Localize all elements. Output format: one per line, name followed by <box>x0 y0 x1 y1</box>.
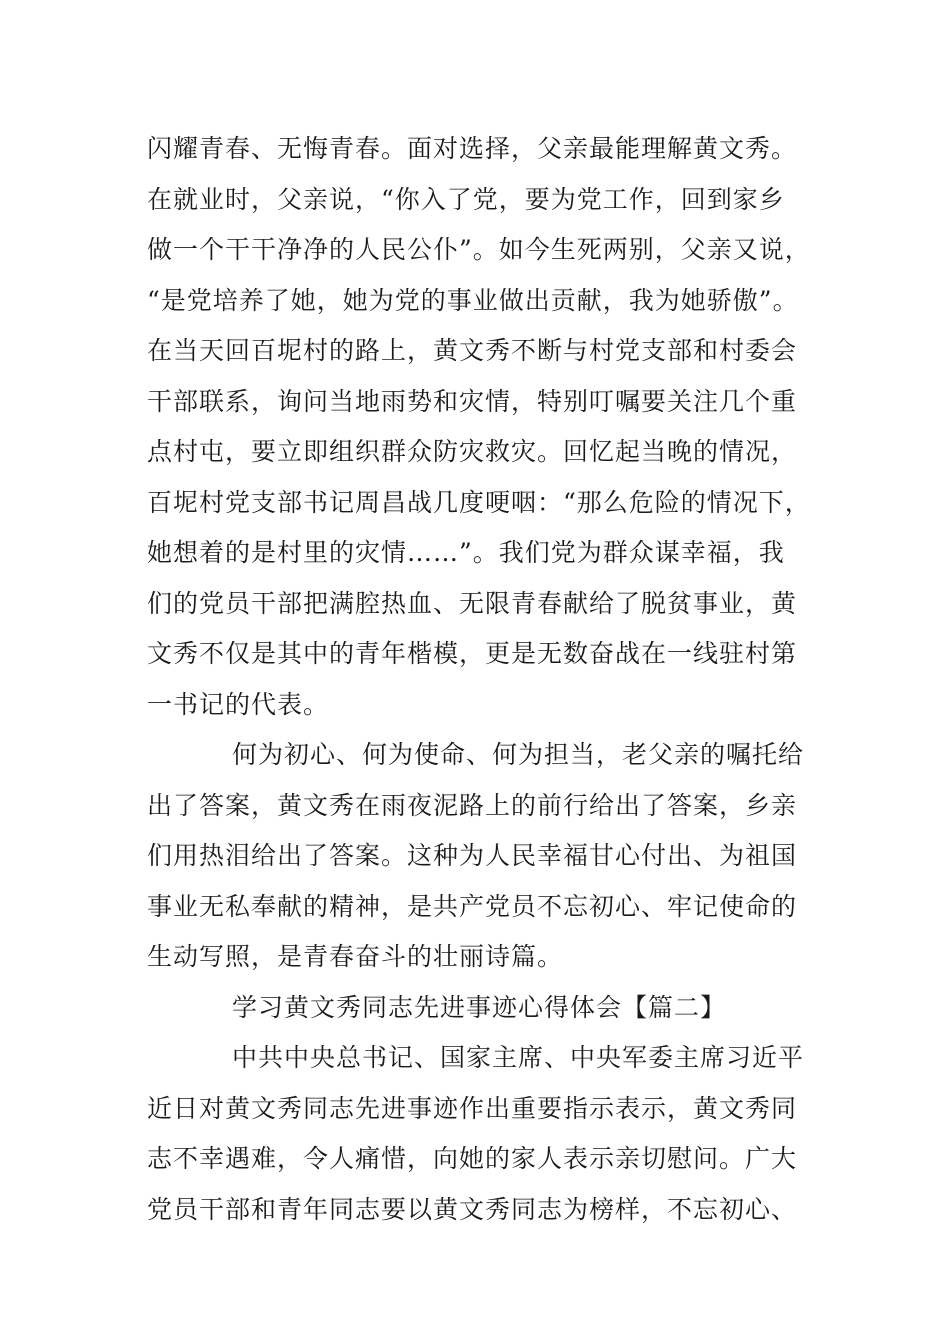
text-line: 干部联系，询问当地雨势和灾情，特别叮嘱要关注几个重 <box>147 386 798 416</box>
text-line: 在就业时，父亲说，“你入了党，要为党工作，回到家乡 <box>147 184 785 214</box>
text-line: 们的党员干部把满腔热血、无限青春献给了脱贫事业，黄 <box>147 588 798 618</box>
text-line: 志不幸遇难，令人痛惜，向她的家人表示亲切慰问。广大 <box>147 1144 798 1173</box>
text-line: 党员干部和青年同志要以黄文秀同志为榜样，不忘初心、 <box>147 1194 798 1224</box>
text-line: 近日对黄文秀同志先进事迹作出重要指示表示，黄文秀同 <box>147 1093 798 1123</box>
text-line: 事业无私奉献的精神，是共产党员不忘初心、牢记使命的 <box>147 891 798 921</box>
section-heading: 学习黄文秀同志先进事迹心得体会【篇二】 <box>232 992 727 1022</box>
document-body <box>147 124 811 1235</box>
text-line: 何为初心、何为使命、何为担当，老父亲的嘱托给 <box>232 740 805 769</box>
text-line: 点村屯，要立即组织群众防灾救灾。回忆起当晚的情况， <box>147 437 798 466</box>
text-line: 生动写照，是青春奋斗的壮丽诗篇。 <box>147 942 564 971</box>
text-line: 她想着的是村里的灾情……”。我们党为群众谋幸福，我 <box>147 538 785 567</box>
text-line: 文秀不仅是其中的青年楷模，更是无数奋战在一线驻村第 <box>147 639 798 668</box>
paragraph-3 <box>147 1033 807 1235</box>
text-line: 们用热泪给出了答案。这种为人民幸福甘心付出、为祖国 <box>147 841 798 870</box>
text-line: 一书记的代表。 <box>147 689 330 719</box>
text-line: 中共中央总书记、国家主席、中央军委主席习近平 <box>232 1043 805 1072</box>
paragraph-2 <box>147 730 807 983</box>
text-line: 出了答案，黄文秀在雨夜泥路上的前行给出了答案，乡亲 <box>147 790 798 820</box>
text-line: 百坭村党支部书记周昌战几度哽咽：“那么危险的情况下， <box>147 487 811 517</box>
paragraph-1 <box>147 124 811 730</box>
text-line: 闪耀青春、无悔青春。面对选择，父亲最能理解黄文秀。 <box>147 134 798 163</box>
text-line: 在当天回百坭村的路上，黄文秀不断与村党支部和村委会 <box>147 336 798 365</box>
text-line: 做一个干干净净的人民公仆”。如今生死两别，父亲又说， <box>147 235 811 264</box>
text-line: “是党培养了她，她为党的事业做出贡献，我为她骄傲”。 <box>147 285 799 315</box>
